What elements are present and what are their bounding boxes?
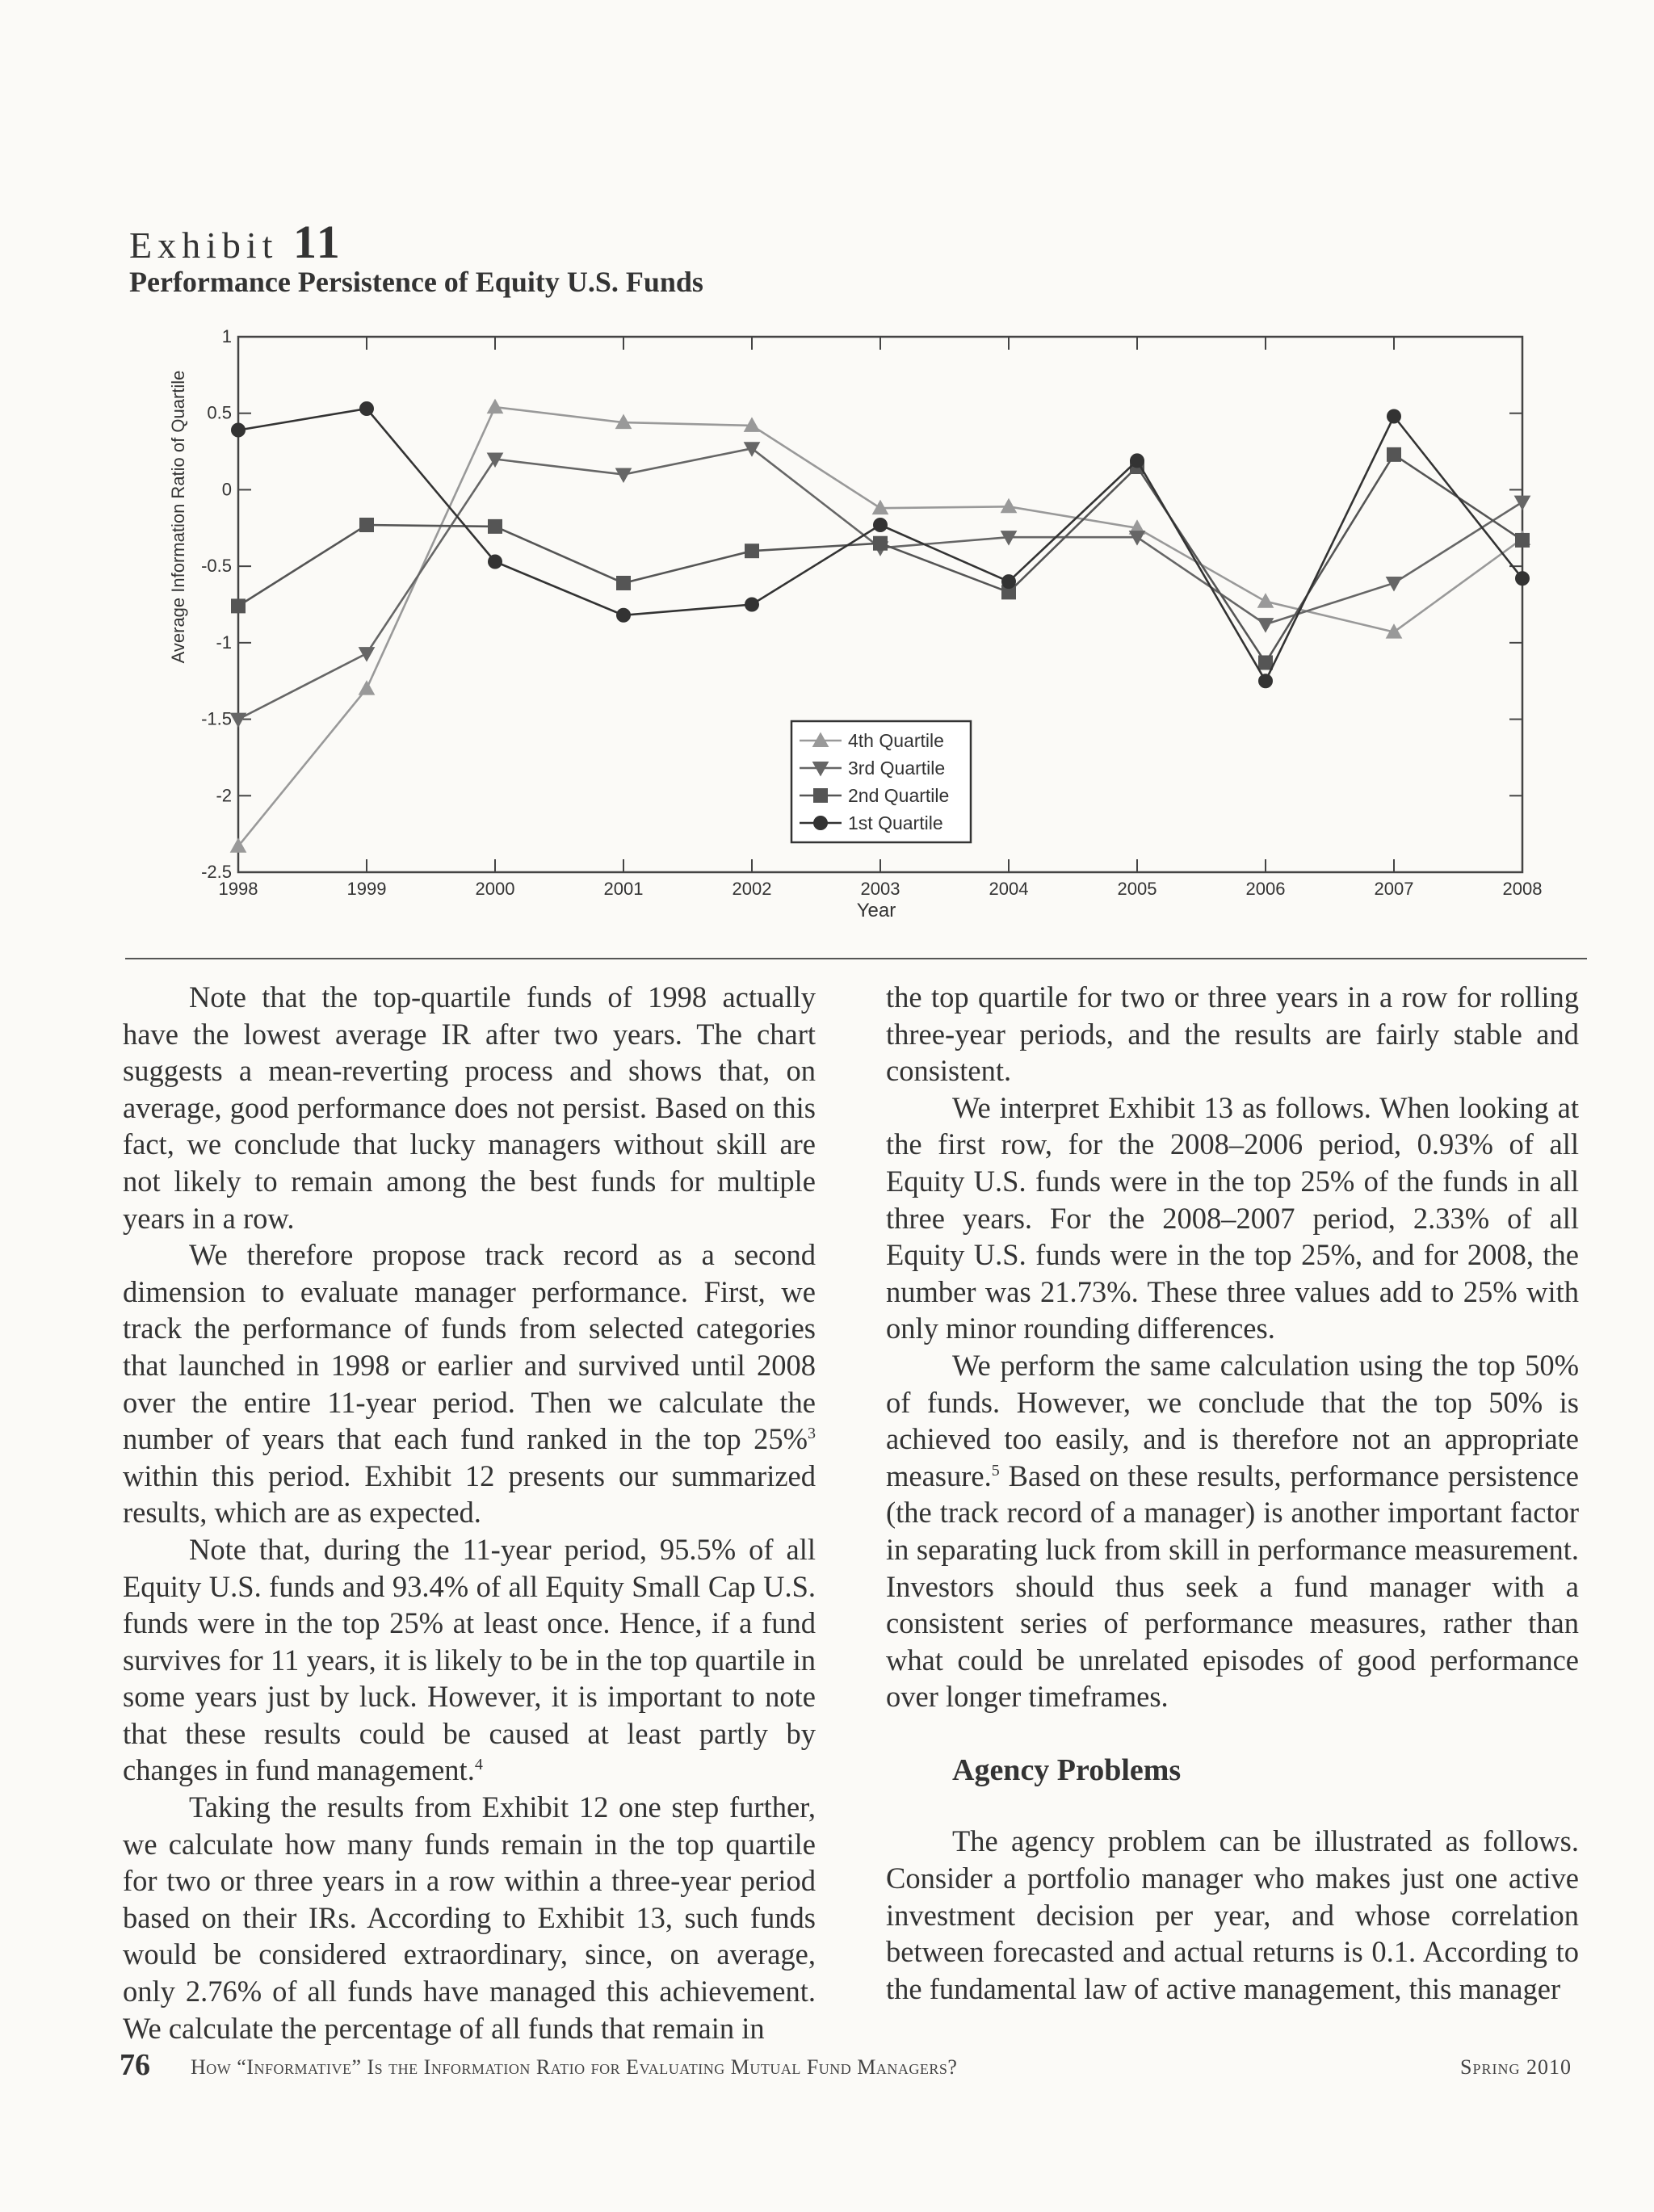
x-tick-label: 2000 bbox=[475, 879, 515, 899]
exhibit-title: Performance Persistence of Equity U.S. Funds bbox=[129, 266, 703, 298]
paragraph: Note that the top-quartile funds of 1998 actually have the lowest average IR after two years. The chart suggests a mean-reverting process and shows that, on average, good performance does not persist. Based on this fact, we conclude that lucky managers without skill are not likely to remain among the best funds for multiple years in a row. bbox=[123, 980, 816, 1235]
x-tick-label: 1998 bbox=[218, 879, 258, 899]
issue-date: Spring 2010 bbox=[1460, 2055, 1572, 2079]
data-point bbox=[1259, 674, 1273, 688]
data-point bbox=[1258, 619, 1274, 632]
legend-label: 4th Quartile bbox=[848, 730, 944, 751]
data-point bbox=[745, 544, 759, 558]
exhibit-label bbox=[129, 215, 342, 269]
x-tick-label: 2006 bbox=[1245, 879, 1286, 899]
y-tick-label: 0 bbox=[221, 479, 232, 500]
y-axis-label: Average Information Ratio of Quartile bbox=[168, 370, 188, 664]
series-line bbox=[238, 448, 1522, 719]
y-tick-label: 0.5 bbox=[207, 402, 232, 423]
series-3rd-quartile bbox=[231, 443, 1530, 727]
data-point bbox=[359, 648, 375, 661]
data-point bbox=[745, 598, 759, 611]
data-point bbox=[489, 555, 502, 569]
performance-persistence-chart bbox=[153, 319, 1543, 925]
exhibit-label-word: Exhibit bbox=[129, 225, 279, 266]
data-point bbox=[1387, 409, 1401, 423]
data-point bbox=[489, 519, 502, 533]
section-divider bbox=[125, 958, 1587, 959]
paragraph bbox=[886, 1347, 1579, 1715]
data-point bbox=[874, 518, 888, 531]
running-title: How “Informative” Is the Information Ratio for Evaluating Mutual Fund Managers? bbox=[191, 2055, 958, 2079]
x-tick-label: 2002 bbox=[732, 879, 772, 899]
paragraph bbox=[123, 1236, 816, 1531]
data-point bbox=[1258, 594, 1274, 607]
x-tick-label: 2003 bbox=[860, 879, 900, 899]
body-column-left bbox=[123, 979, 816, 2046]
y-tick-label: -1 bbox=[216, 632, 232, 653]
data-point bbox=[616, 468, 632, 482]
exhibit-number: 11 bbox=[292, 216, 342, 268]
y-tick-label: -1.5 bbox=[201, 708, 232, 729]
section-heading: Agency Problems bbox=[952, 1752, 1182, 1787]
data-point bbox=[1515, 496, 1530, 510]
footnote-ref[interactable]: 5 bbox=[991, 1461, 1000, 1480]
data-point bbox=[1387, 447, 1401, 461]
legend bbox=[791, 721, 971, 842]
y-tick-label: -2.5 bbox=[201, 862, 232, 882]
paragraph-text: We perform the same calculation using the top 50% of funds. However, we conclude that the top 50% is achieved too easily, and is therefore not an appropriate measure. bbox=[886, 1348, 1579, 1492]
data-point bbox=[1516, 533, 1530, 547]
data-point bbox=[1002, 575, 1016, 589]
data-point bbox=[1516, 572, 1530, 586]
data-point bbox=[232, 423, 246, 437]
data-point bbox=[360, 518, 374, 531]
footnote-ref[interactable]: 4 bbox=[474, 1756, 483, 1774]
paragraph-text: Based on these results, performance persistence (the track record of a manager) is another important factor in separating luck from skill in performance measurement. Investors should thus seek a fund manager with a consistent series of performance measures, rather than what could be unrelated episodes of good performance over longer timeframes. bbox=[886, 1459, 1580, 1714]
paragraph-text: within this period. Exhibit 12 presents our summarized results, which are as expected. bbox=[123, 1459, 816, 1530]
legend-marker bbox=[814, 789, 828, 803]
data-point bbox=[488, 400, 503, 413]
paragraph bbox=[123, 1531, 816, 1789]
x-tick-label: 2008 bbox=[1502, 879, 1543, 899]
data-point bbox=[874, 536, 888, 550]
x-tick-label: 1999 bbox=[346, 879, 387, 899]
data-point bbox=[1131, 454, 1144, 468]
data-point bbox=[617, 576, 631, 590]
data-point bbox=[360, 402, 374, 416]
paragraph: We interpret Exhibit 13 as follows. When looking at the first row, for the 2008–2006 period, 0.93% of all Equity U.S. funds were in the top 25% of the funds in all three years. For the 2008–2007 period, 2.33% of all Equity U.S. funds were in the top 25%, and for 2008, the number was 21.73%. These three values add to 25% with only minor rounding differences. bbox=[886, 1090, 1579, 1345]
legend-label: 2nd Quartile bbox=[848, 785, 950, 806]
x-tick-label: 2001 bbox=[603, 879, 644, 899]
paragraph-text: Note that, during the 11-year period, 95.5% of all Equity U.S. funds and 93.4% of all Equity Small Cap U.S. funds were in the top 25% at least once. Hence, if a fund survives for 11 years, it is likely to be in the top quartile in some years just by luck. However, it is important to note that these results could be caused at least partly by changes in fund management. bbox=[123, 1532, 816, 1787]
footnote-ref[interactable]: 3 bbox=[808, 1424, 816, 1442]
data-point bbox=[617, 608, 631, 622]
x-tick-label: 2004 bbox=[989, 879, 1029, 899]
x-tick-label: 2007 bbox=[1374, 879, 1414, 899]
paragraph: the top quartile for two or three years in a row for rolling three-year periods, and the results are fairly stable and consistent. bbox=[886, 980, 1579, 1088]
data-point bbox=[1259, 656, 1273, 669]
x-tick-label: 2005 bbox=[1117, 879, 1157, 899]
legend-label: 1st Quartile bbox=[848, 812, 943, 833]
legend-marker bbox=[814, 816, 828, 830]
page-number: 76 bbox=[120, 2048, 150, 2082]
paragraph-text: We therefore propose track record as a second dimension to evaluate manager performance. First, we track the performance of funds from selected categories that launched in 1998 or earlier and survived until 2008 over the entire 11-year period. Then we calculate the number of years that each fund ranked in the top 25% bbox=[123, 1238, 816, 1456]
y-tick-label: -2 bbox=[216, 785, 232, 806]
paragraph: The agency problem can be illustrated as follows. Consider a portfolio manager who makes just one active investment decision per year, and whose correlation between forecasted and actual returns is 0.1. According to the fundamental law of active management, this manager bbox=[886, 1824, 1579, 2005]
data-point bbox=[232, 599, 246, 613]
data-point bbox=[359, 681, 375, 695]
y-tick-label: 1 bbox=[221, 326, 232, 346]
legend-label: 3rd Quartile bbox=[848, 758, 946, 779]
y-tick-label: -0.5 bbox=[201, 556, 232, 577]
body-column-right bbox=[886, 979, 1579, 2007]
x-axis-label: Year bbox=[856, 900, 896, 921]
paragraph: Taking the results from Exhibit 12 one step further, we calculate how many funds remain in the top quartile for two or three years in a row within a three-year period based on their IRs. According to Exhibit 13, such funds would be considered extraordinary, since, on average, only 2.76% of all funds have managed this achievement. We calculate the percentage of all funds that remain in bbox=[123, 1790, 816, 2045]
